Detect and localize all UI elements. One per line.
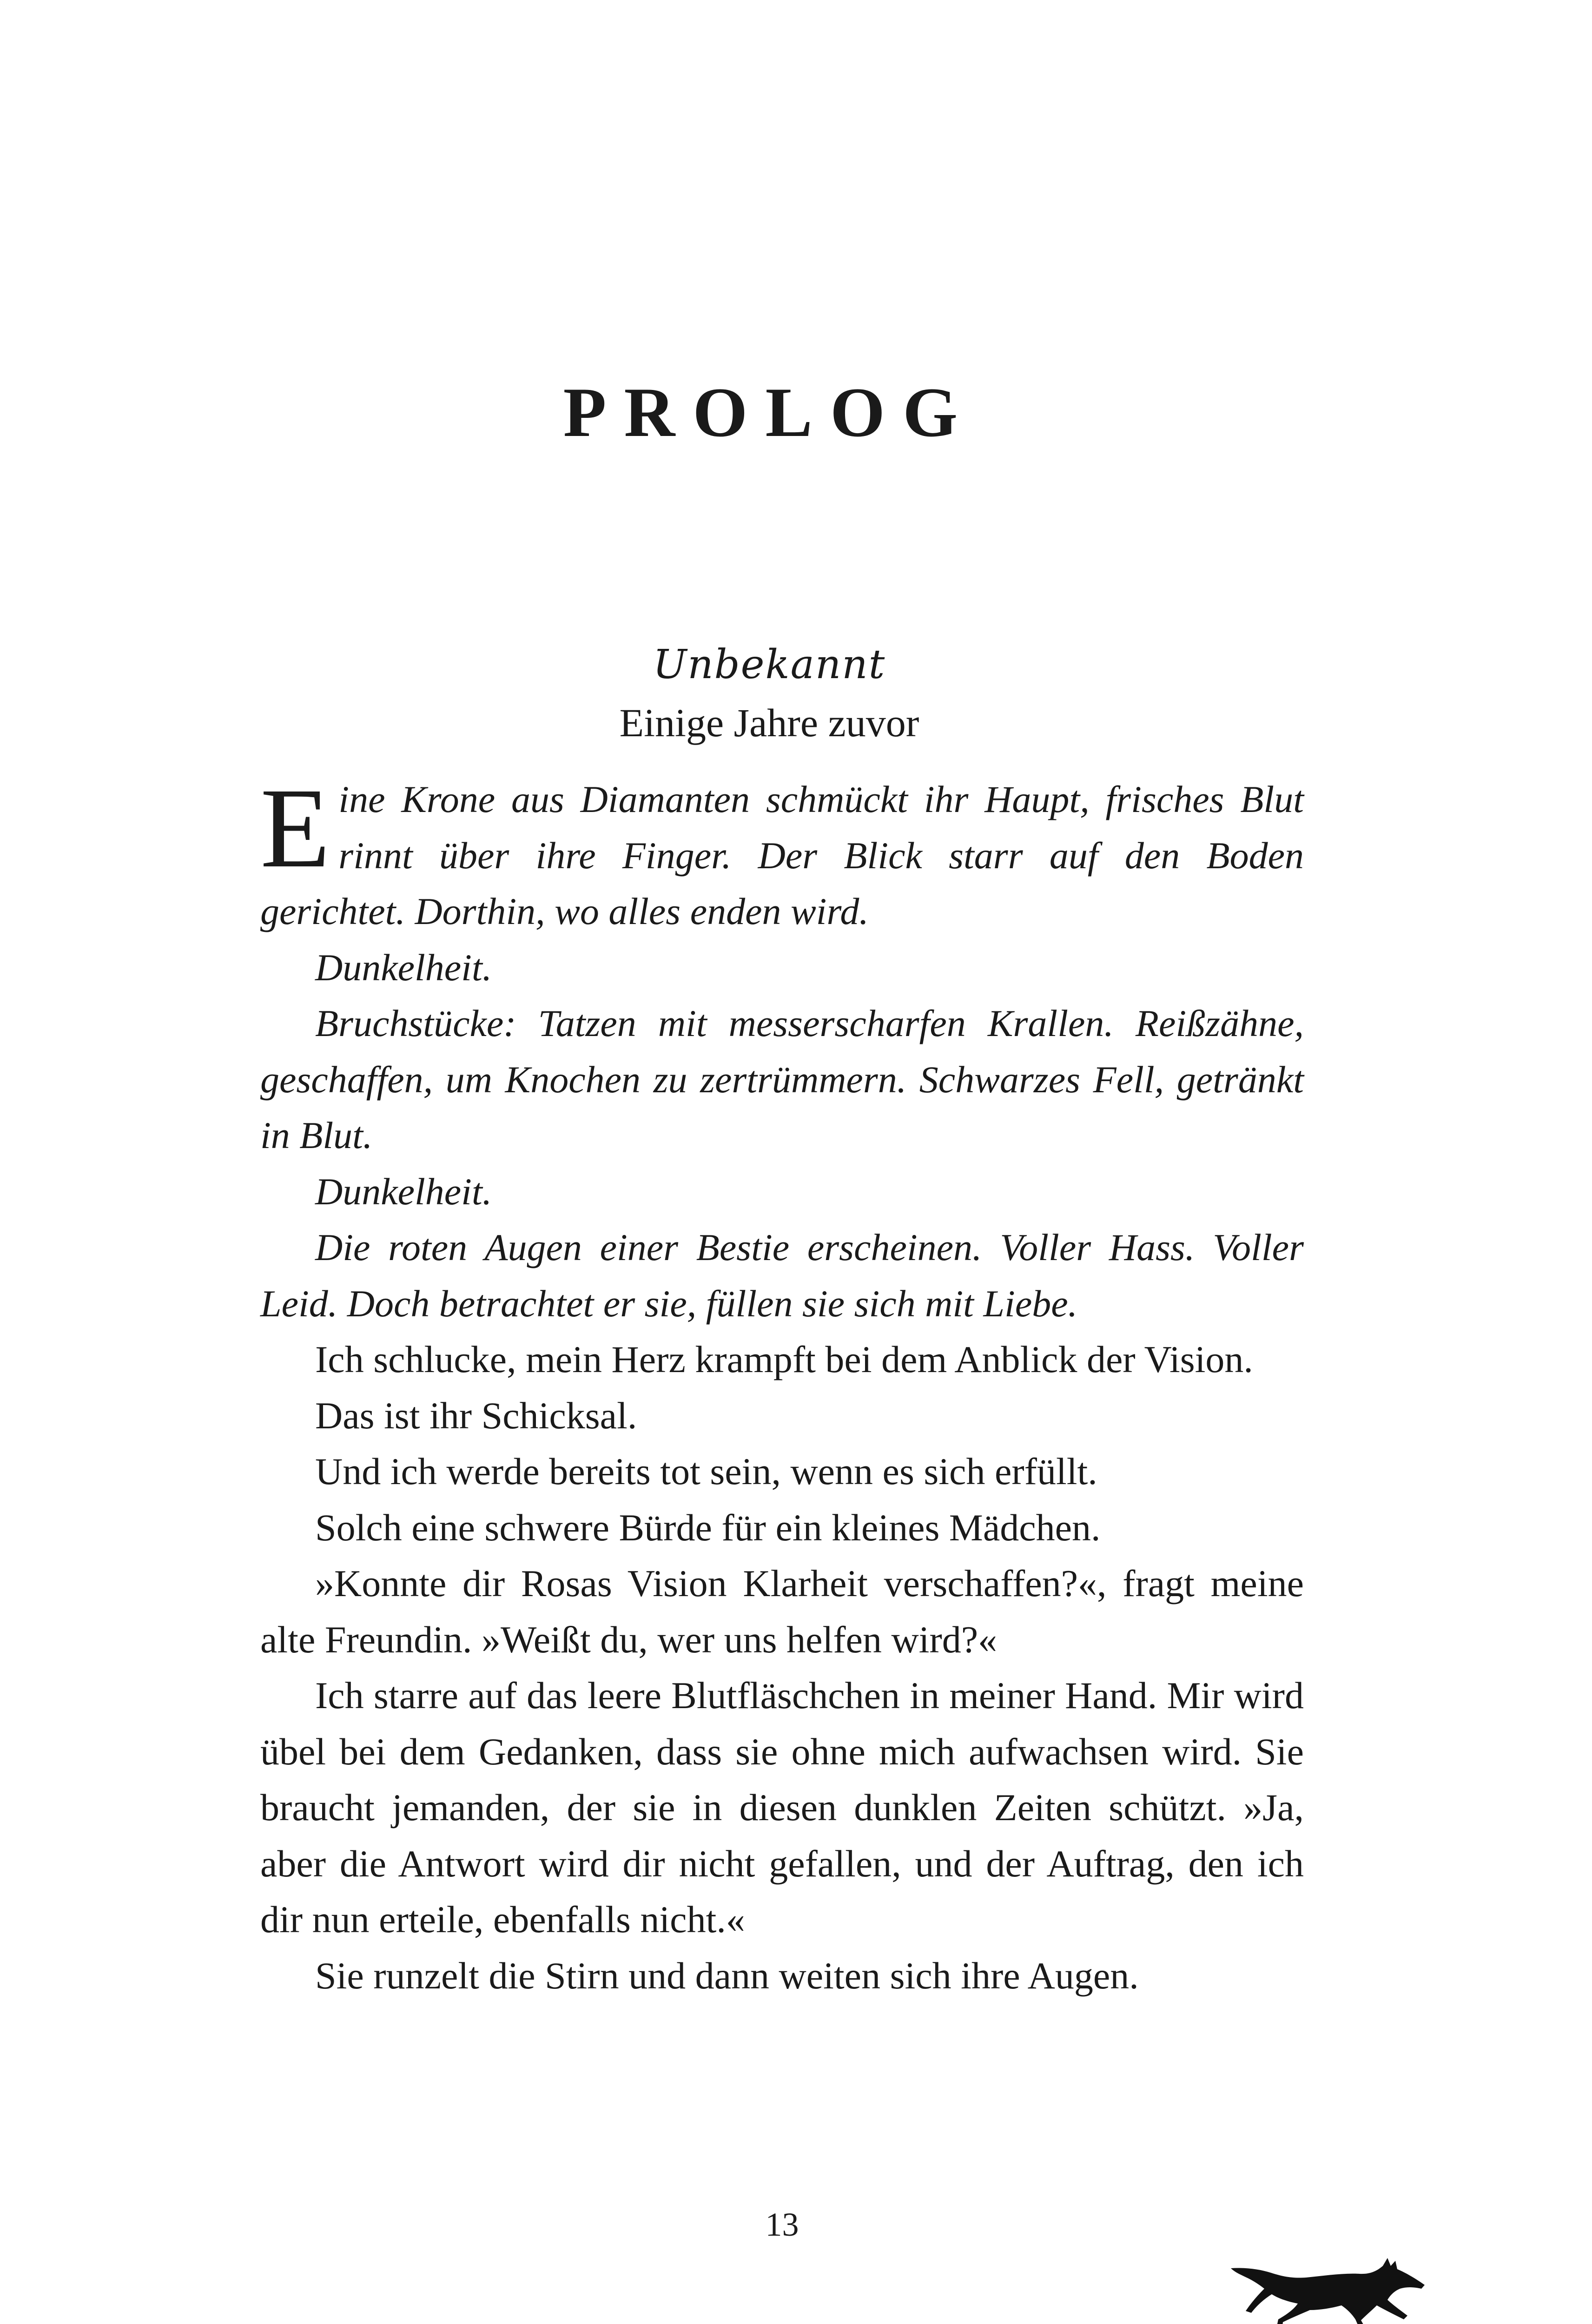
time-label: Einige Jahre zuvor bbox=[619, 700, 919, 745]
paragraph: Ich schlucke, mein Herz krampft bei dem Anblick der Vision. bbox=[315, 1338, 1253, 1380]
paragraph: Dunkelheit. bbox=[315, 946, 492, 989]
paragraph: Ich starre auf das leere Blutfläschchen in meiner Hand. Mir wird übel bei dem Gedanken, dass sie ohne mich aufwachsen wird. Sie braucht jemanden, der sie in diesen dunklen Zeiten schützt. »Ja, aber die Antwort wird dir nicht gefallen, und der Auftrag, den ich dir nun erteile, ebenfalls nicht.« bbox=[260, 1674, 1304, 1941]
page-number: 13 bbox=[765, 2206, 799, 2243]
body-text bbox=[260, 765, 1304, 2004]
paragraph: Die roten Augen einer Bestie erscheinen. Voller Hass. Voller Leid. Doch betrachtet er sie, füllen sie sich mit Liebe. bbox=[260, 1226, 1304, 1325]
chapter-title: PROLOG bbox=[563, 373, 976, 451]
location-label: Unbekannt bbox=[653, 641, 886, 688]
drop-cap: E bbox=[260, 765, 330, 891]
first-paragraph-text: ine Krone aus Diamanten schmückt ihr Haupt, frisches Blut rinnt über ihre Finger. Der Blick starr auf den Boden gerichtet. Dorthin, wo alles enden wird. bbox=[260, 778, 1304, 932]
paragraph: Und ich werde bereits tot sein, wenn es sich erfüllt. bbox=[315, 1450, 1097, 1492]
paragraph: »Konnte dir Rosas Vision Klarheit verschaffen?«, fragt meine alte Freundin. »Weißt du, wer uns helfen wird?« bbox=[260, 1562, 1304, 1661]
paragraph: Dunkelheit. bbox=[315, 1170, 492, 1213]
paragraph: Sie runzelt die Stirn und dann weiten sich ihre Augen. bbox=[315, 1954, 1139, 1997]
paragraph: Das ist ihr Schicksal. bbox=[315, 1394, 637, 1437]
running-wolf-icon bbox=[1227, 2240, 1427, 2324]
paragraph: Solch eine schwere Bürde für ein kleines Mädchen. bbox=[315, 1506, 1101, 1549]
paragraph: Bruchstücke: Tatzen mit messerscharfen Krallen. Reißzähne, geschaffen, um Knochen zu zertrümmern. Schwarzes Fell, getränkt in Blut. bbox=[260, 1002, 1304, 1156]
first-paragraph bbox=[260, 765, 1304, 940]
